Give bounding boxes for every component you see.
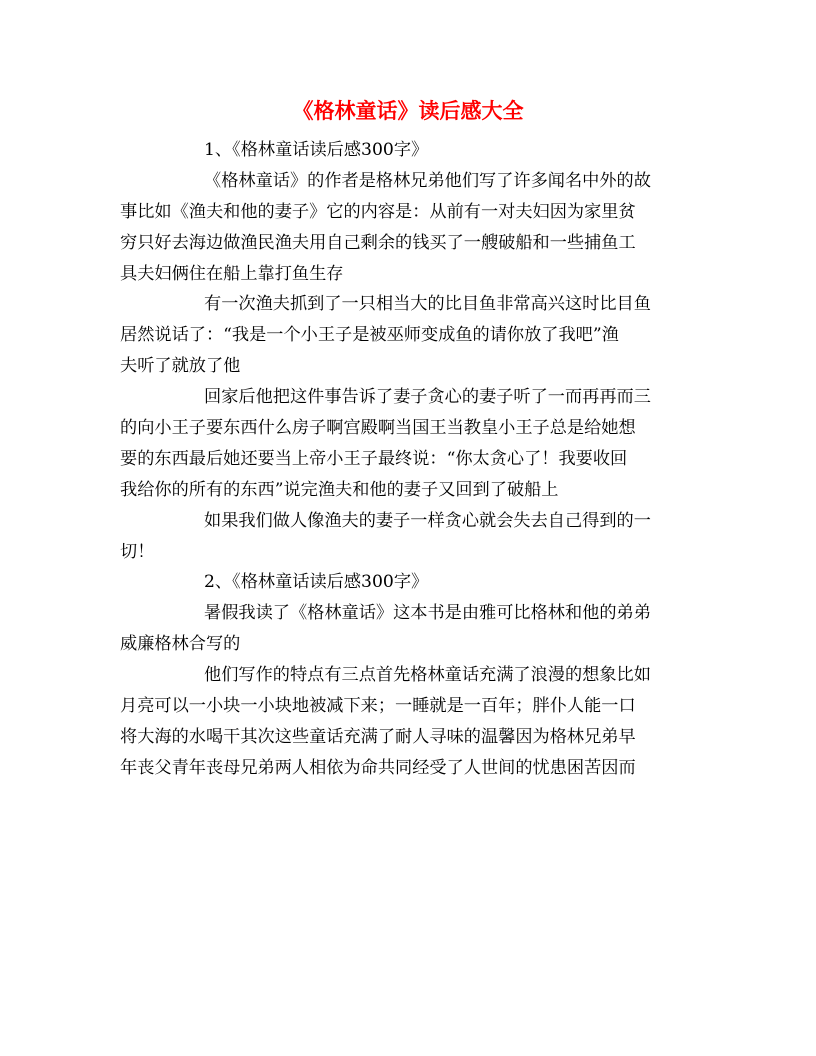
- paragraph-line: 具夫妇俩住在船上靠打鱼生存: [120, 263, 344, 284]
- document-title: 《格林童话》读后感大全: [292, 98, 524, 123]
- paragraph-first-line: 2、《格林童话读后感300字》: [204, 572, 429, 593]
- paragraph-line: 穷只好去海边做渔民渔夫用自己剩余的钱买了一艘破船和一些捕鱼工: [120, 232, 636, 253]
- paragraph-line: 月亮可以一小块一小块地被减下来；一睡就是一百年；胖仆人能一口: [120, 696, 636, 717]
- paragraph-line: 威廉格林合写的: [120, 634, 241, 655]
- paragraph-first-line: 1、《格林童话读后感300字》: [204, 140, 429, 160]
- paragraph-line: 切！: [120, 541, 155, 562]
- paragraph-line: 要的东西最后她还要当上帝小王子最终说：“你太贪心了！我要收回: [120, 448, 628, 469]
- paragraph-line: 事比如《渔夫和他的妻子》它的内容是：从前有一对夫妇因为家里贫: [120, 201, 636, 222]
- paragraph-first-line: 暑假我读了《格林童话》这本书是由雅可比格林和他的弟弟: [204, 603, 651, 624]
- paragraph-line: 的向小王子要东西什么房子啊宫殿啊当国王当教皇小王子总是给她想: [120, 418, 636, 439]
- paragraph-first-line: 回家后他把这件事告诉了妻子贪心的妻子听了一而再再而三: [204, 387, 651, 408]
- paragraph-line: 我给你的所有的东西”说完渔夫和他的妻子又回到了破船上: [120, 479, 559, 500]
- paragraph-line: 夫听了就放了他: [120, 356, 241, 377]
- paragraph-first-line: 他们写作的特点有三点首先格林童话充满了浪漫的想象比如: [204, 665, 651, 686]
- document-body: [120, 135, 695, 784]
- paragraph-first-line: 《格林童话》的作者是格林兄弟他们写了许多闻名中外的故: [204, 170, 651, 191]
- paragraph-line: 将大海的水喝干其次这些童话充满了耐人寻味的温馨因为格林兄弟早: [120, 726, 636, 747]
- paragraph-first-line: 如果我们做人像渔夫的妻子一样贪心就会失去自己得到的一: [204, 510, 651, 531]
- paragraph-line: 年丧父青年丧母兄弟两人相依为命共同经受了人世间的忧患困苦因而: [120, 757, 636, 778]
- paragraph-line: 居然说话了：“我是一个小王子是被巫师变成鱼的请你放了我吧”渔: [120, 325, 619, 346]
- paragraph-first-line: 有一次渔夫抓到了一只相当大的比目鱼非常高兴这时比目鱼: [204, 294, 651, 315]
